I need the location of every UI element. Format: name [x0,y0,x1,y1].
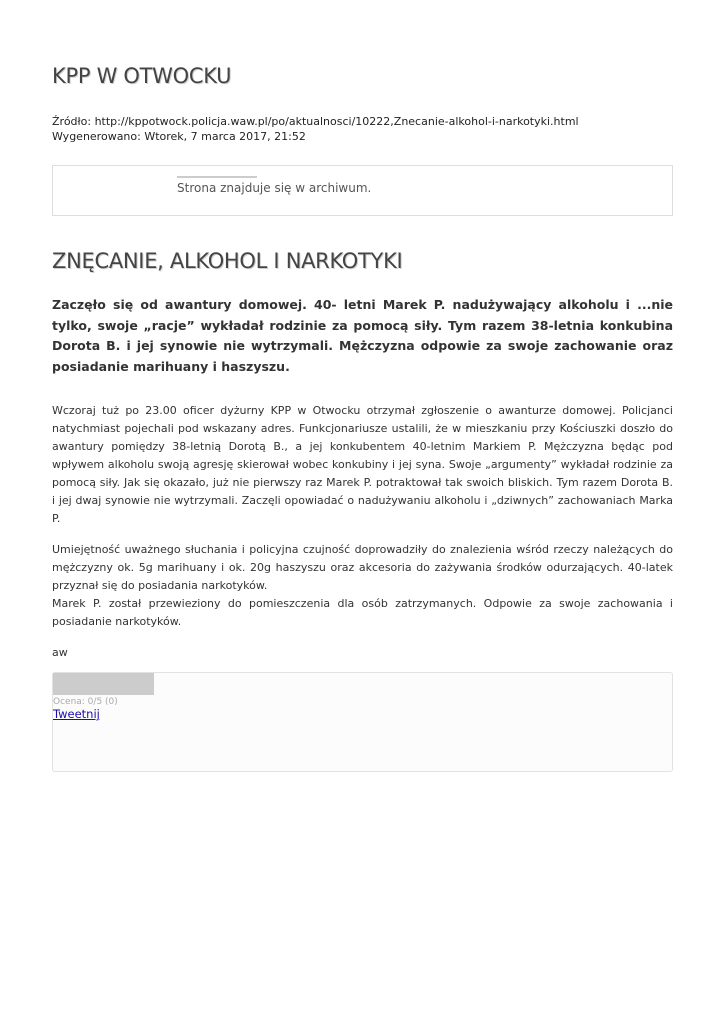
generated-line: Wygenerowano: Wtorek, 7 marca 2017, 21:52 [52,130,306,143]
article-body [52,402,673,675]
article-lead: Zaczęło się od awantury domowej. 40- letni Marek P. nadużywający alkoholu i ...nie tylko, swoje „racje” wykładał rodzinie za pomocą siły. Tym razem 38-letnia konkubina Dorota B. i jej synowie nie wytrzymali. Mężczyzna odpowie za swoje zachowanie oraz posiadanie marihuany i haszyszu. [52,297,673,374]
archive-divider [177,176,257,178]
source-line: Źródło: http://kppotwock.policja.waw.pl/po/aktualnosci/10222,Znecanie-alkohol-i-narkotyki.html [52,115,579,128]
rating-stars[interactable] [53,673,154,695]
article-signature: aw [52,646,68,659]
site-title: KPP W OTWOCKU [52,64,232,88]
document-meta [52,114,579,144]
archive-notice-box [52,165,673,216]
article-paragraph-2-part-2: Marek P. został przewieziony do pomieszczenia dla osób zatrzymanych. Odpowie za swoje zachowania i posiadanie narkotyków. [52,597,673,628]
article-paragraph-2 [52,541,673,631]
rating-box [52,672,673,772]
tweet-link[interactable]: Tweetnij [53,707,100,721]
article-paragraph-1: Wczoraj tuż po 23.00 oficer dyżurny KPP w Otwocku otrzymał zgłoszenie o awanturze domowej. Policjanci natychmiast pojechali pod wskazany adres. Funkcjonariusze ustalili, że w mieszkaniu przy Kościuszki doszło do awantury pomiędzy 38-letnią Dorotą B., a jej konkubentem 40-letnim Markiem P. Mężczyzna będąc pod wpływem alkoholu swoją agresję skierował wobec konkubiny i jej syna. Swoje „argumenty” wykładał rodzinie za pomocą siły. Jak się okazało, już nie pierwszy raz Marek P. potraktował tak swoich bliskich. Tym razem Dorota B. i jej dwaj synowie nie wytrzymali. Zaczęli opowiadać o nadużywaniu alkoholu i „dziwnych” zachowaniach Marka P. [52,404,673,525]
article-paragraph-2-part-1: Umiejętność uważnego słuchania i policyjna czujność doprowadziły do znalezienia wśród rzeczy należących do mężczyzny ok. 5g marihuany i ok. 20g haszyszu oraz akcesoria do zażywania środków odurzających. 40-latek przyznał się do posiadania narkotyków. [52,543,673,592]
article-title: ZNĘCANIE, ALKOHOL I NARKOTYKI [52,249,403,273]
archive-notice: Strona znajduje się w archiwum. [177,181,372,195]
rating-text: Ocena: 0/5 (0) [53,697,118,707]
